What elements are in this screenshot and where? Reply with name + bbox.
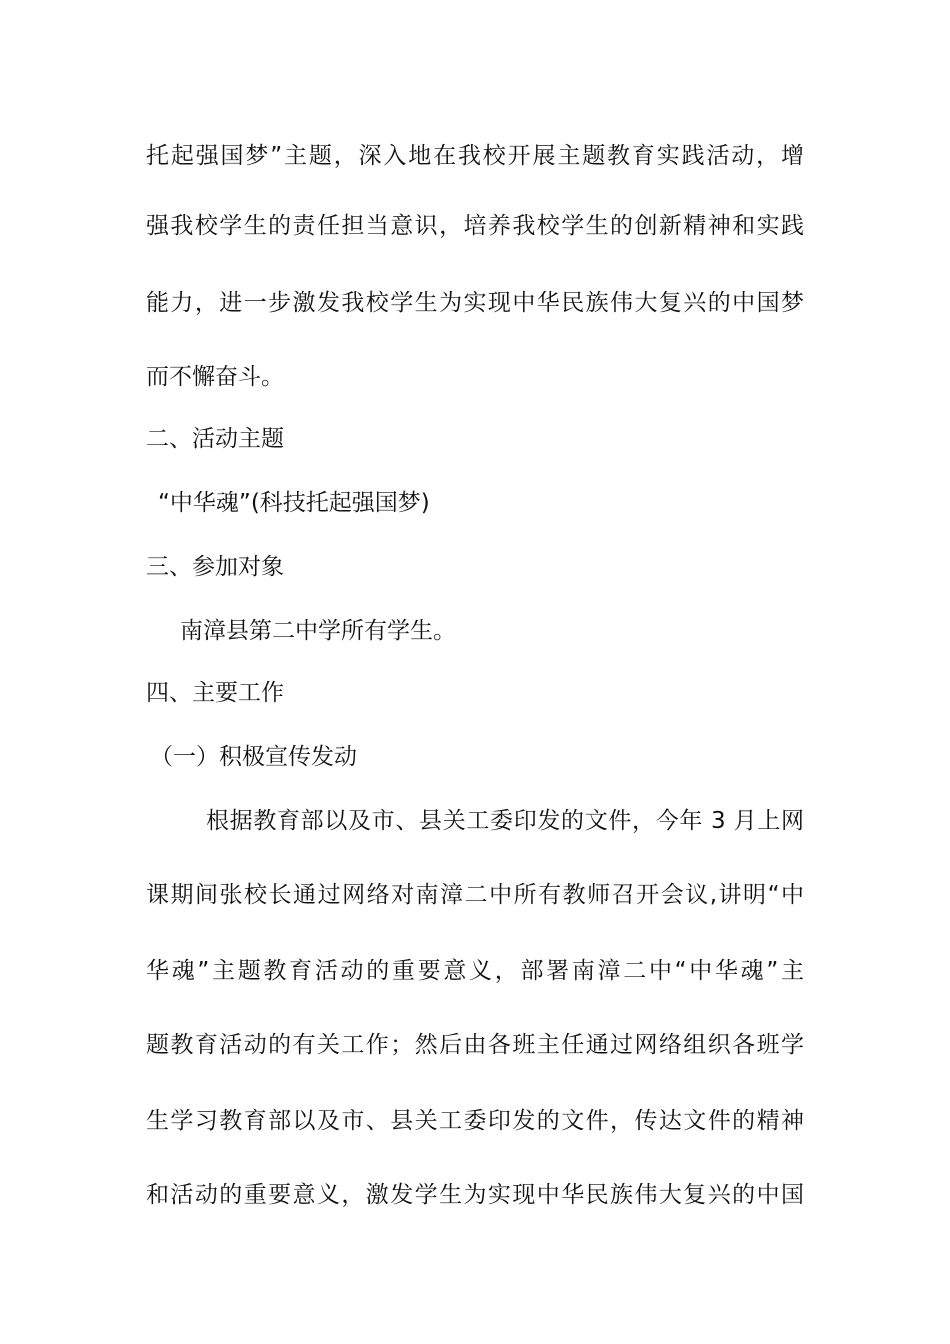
theme-body: “中华魂”(科技托起强国梦) bbox=[158, 490, 430, 516]
body-line-5: 生学习教育部以及市、县关工委印发的文件，传达文件的精神 bbox=[146, 1108, 804, 1134]
participants-body: 南漳县第二中学所有学生。 bbox=[180, 618, 456, 644]
section-heading-participants: 三、参加对象 bbox=[146, 554, 284, 580]
section-heading-theme: 二、活动主题 bbox=[146, 426, 284, 452]
intro-line-3: 能力，进一步激发我校学生为实现中华民族伟大复兴的中国梦 bbox=[146, 290, 804, 316]
subsection-heading-publicity: （一）积极宣传发动 bbox=[150, 744, 357, 770]
intro-line-2: 强我校学生的责任担当意识，培养我校学生的创新精神和实践 bbox=[146, 213, 804, 239]
body-line-3: 华魂”主题教育活动的重要意义，部署南漳二中“中华魂”主 bbox=[146, 958, 804, 984]
body-line-2: 课期间张校长通过网络对南漳二中所有教师召开会议,讲明“中 bbox=[146, 882, 804, 908]
body-line-4: 题教育活动的有关工作；然后由各班主任通过网络组织各班学 bbox=[146, 1032, 804, 1058]
body-line-6: 和活动的重要意义，激发学生为实现中华民族伟大复兴的中国 bbox=[146, 1182, 804, 1208]
intro-line-1: 托起强国梦”主题，深入地在我校开展主题教育实践活动，增 bbox=[146, 143, 804, 169]
section-heading-main-work: 四、主要工作 bbox=[146, 680, 284, 706]
body-line-1: 根据教育部以及市、县关工委印发的文件，今年 3 月上网 bbox=[206, 808, 804, 834]
intro-line-4: 而不懈奋斗。 bbox=[146, 364, 284, 390]
